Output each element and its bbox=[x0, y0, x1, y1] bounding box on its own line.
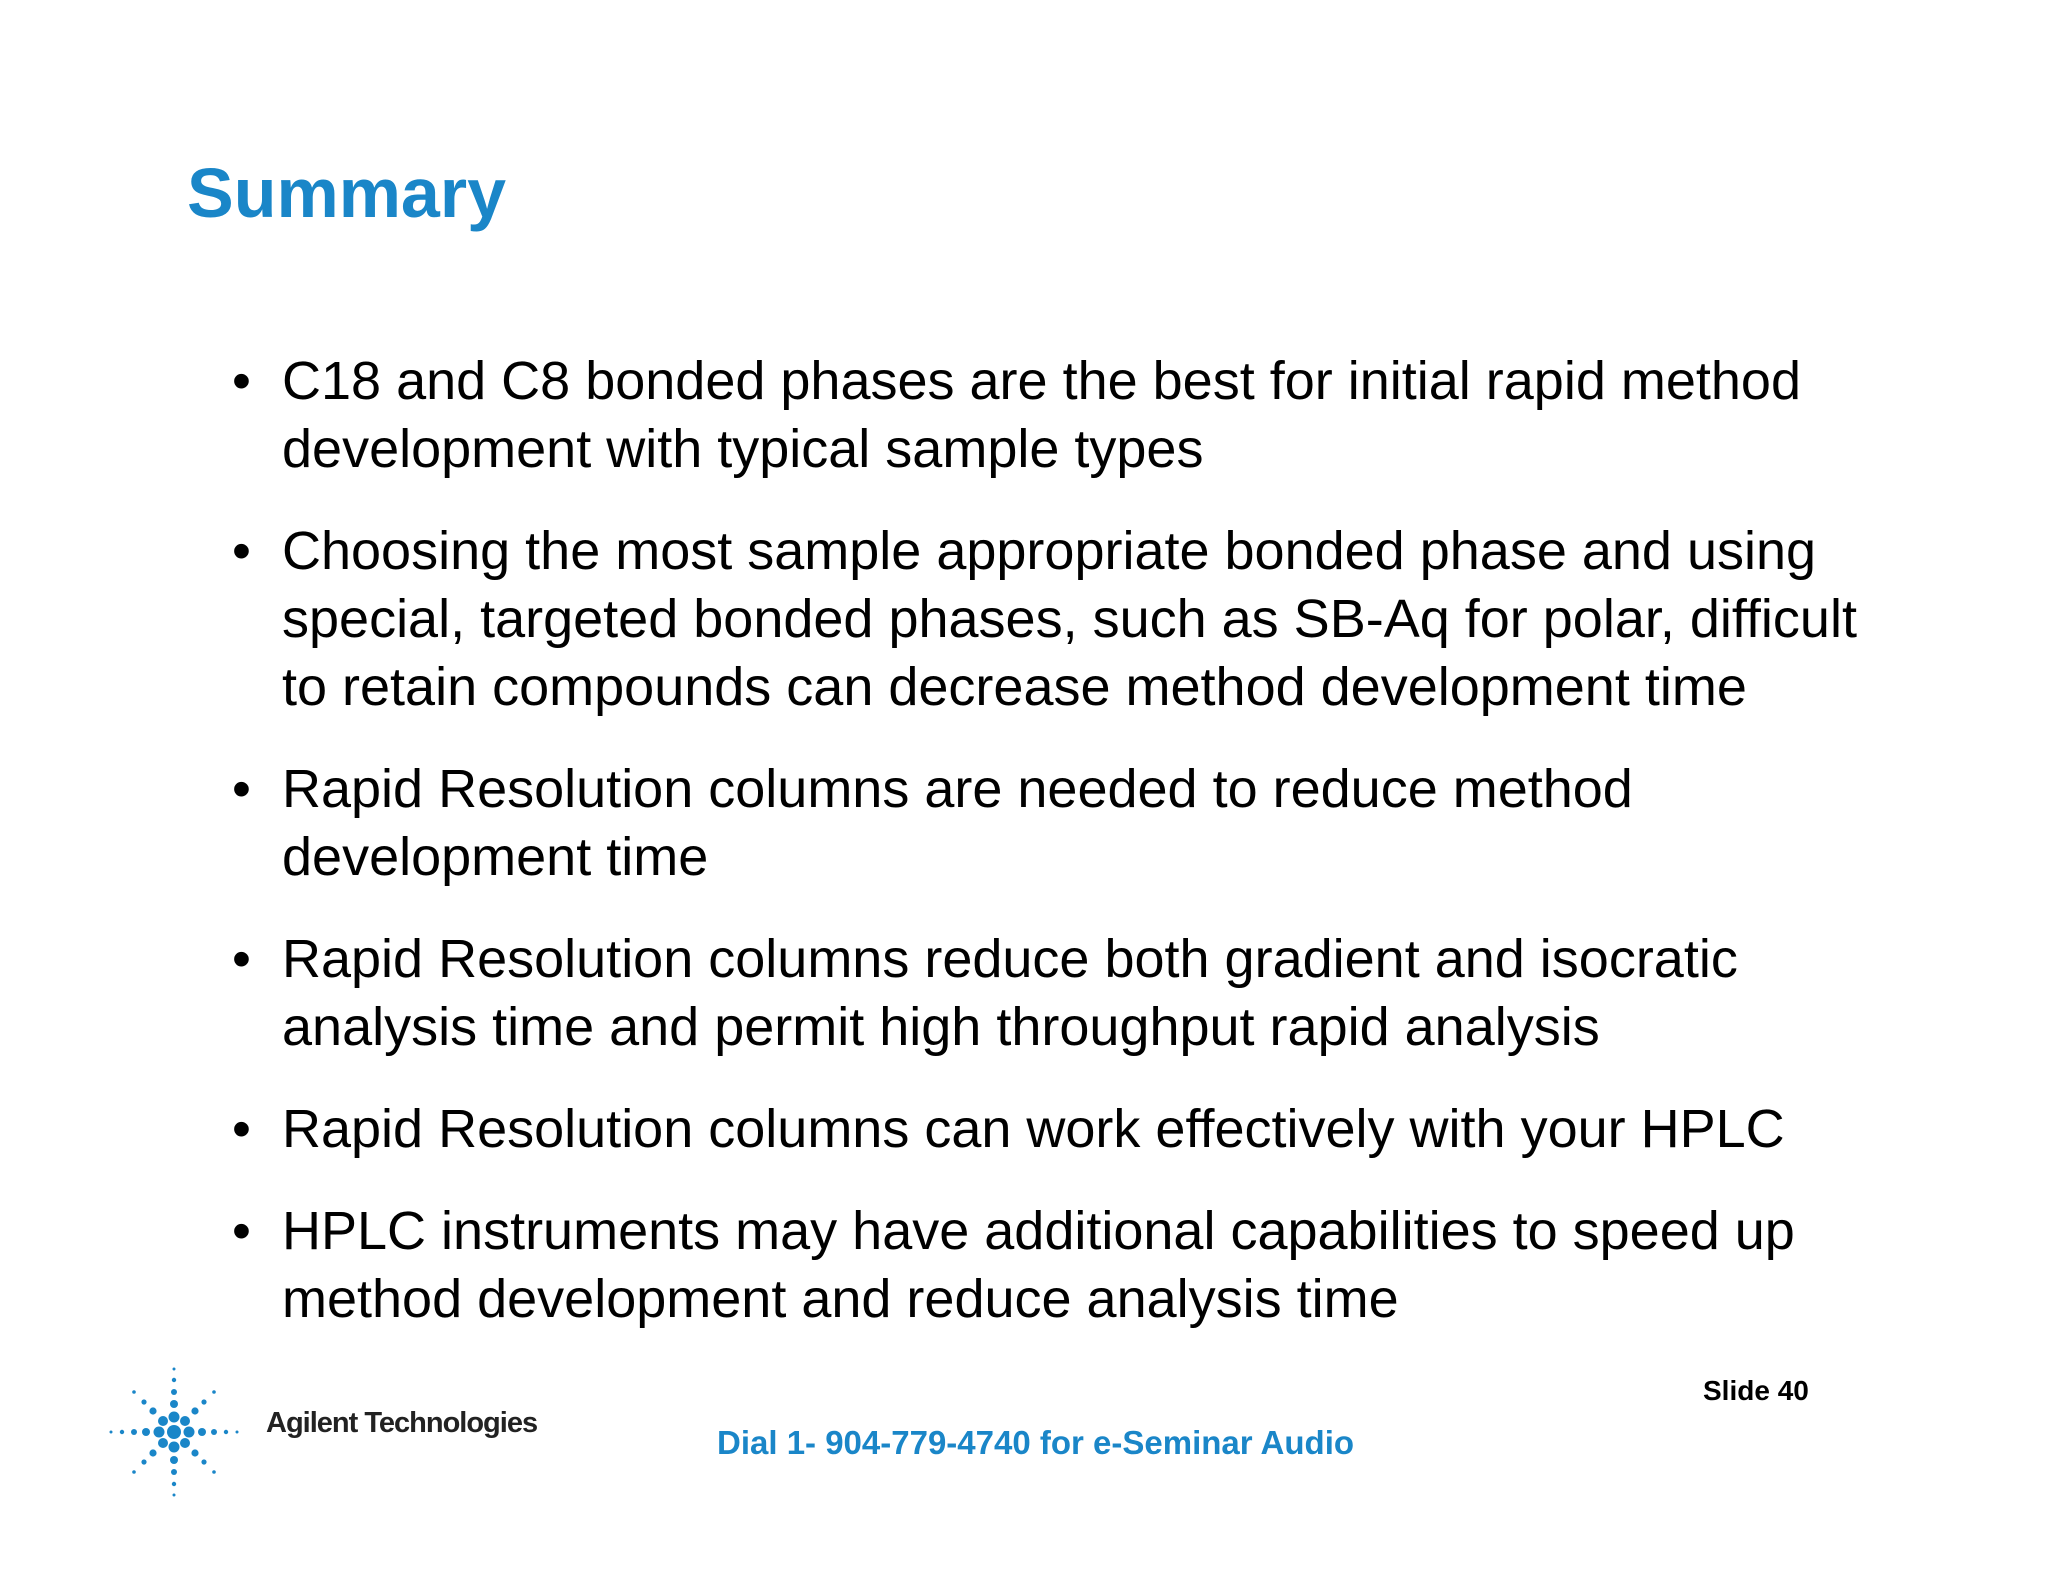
bullet-text: Rapid Resolution columns reduce both gradient and isocratic analysis time and permit high throughput rapid analysis bbox=[282, 929, 1738, 1057]
bullet-item bbox=[232, 347, 1892, 483]
bullet-item bbox=[232, 755, 1892, 891]
bullet-icon: • bbox=[232, 521, 251, 581]
bullet-icon: • bbox=[232, 759, 251, 819]
bullet-text: Rapid Resolution columns can work effectively with your HPLC bbox=[282, 1099, 1785, 1159]
bullet-icon: • bbox=[232, 1201, 251, 1261]
slide-number: Slide 40 bbox=[1703, 1375, 1809, 1406]
bullet-item bbox=[232, 925, 1892, 1061]
agilent-spark-logo-icon bbox=[104, 1362, 244, 1502]
bullet-text: HPLC instruments may have additional capabilities to speed up method development and reduce analysis time bbox=[282, 1201, 1795, 1329]
dial-info: Dial 1- 904-779-4740 for e-Seminar Audio bbox=[717, 1424, 1355, 1461]
bullet-icon: • bbox=[232, 351, 251, 411]
bullet-item bbox=[232, 517, 1892, 721]
bullet-icon: • bbox=[232, 1099, 251, 1159]
bullet-text: Choosing the most sample appropriate bonded phase and using special, targeted bonded phases, such as SB-Aq for polar, difficult to retain compounds can decrease method development time bbox=[282, 521, 1857, 717]
bullet-text: C18 and C8 bonded phases are the best for initial rapid method development with typical sample types bbox=[282, 351, 1801, 479]
bullet-text: Rapid Resolution columns are needed to reduce method development time bbox=[282, 759, 1633, 887]
bullet-icon: • bbox=[232, 929, 251, 989]
company-name: Agilent Technologies bbox=[266, 1407, 538, 1439]
slide-title: Summary bbox=[187, 154, 507, 232]
bullet-list bbox=[232, 347, 1892, 1367]
bullet-item bbox=[232, 1197, 1892, 1333]
bullet-item bbox=[232, 1095, 1892, 1163]
